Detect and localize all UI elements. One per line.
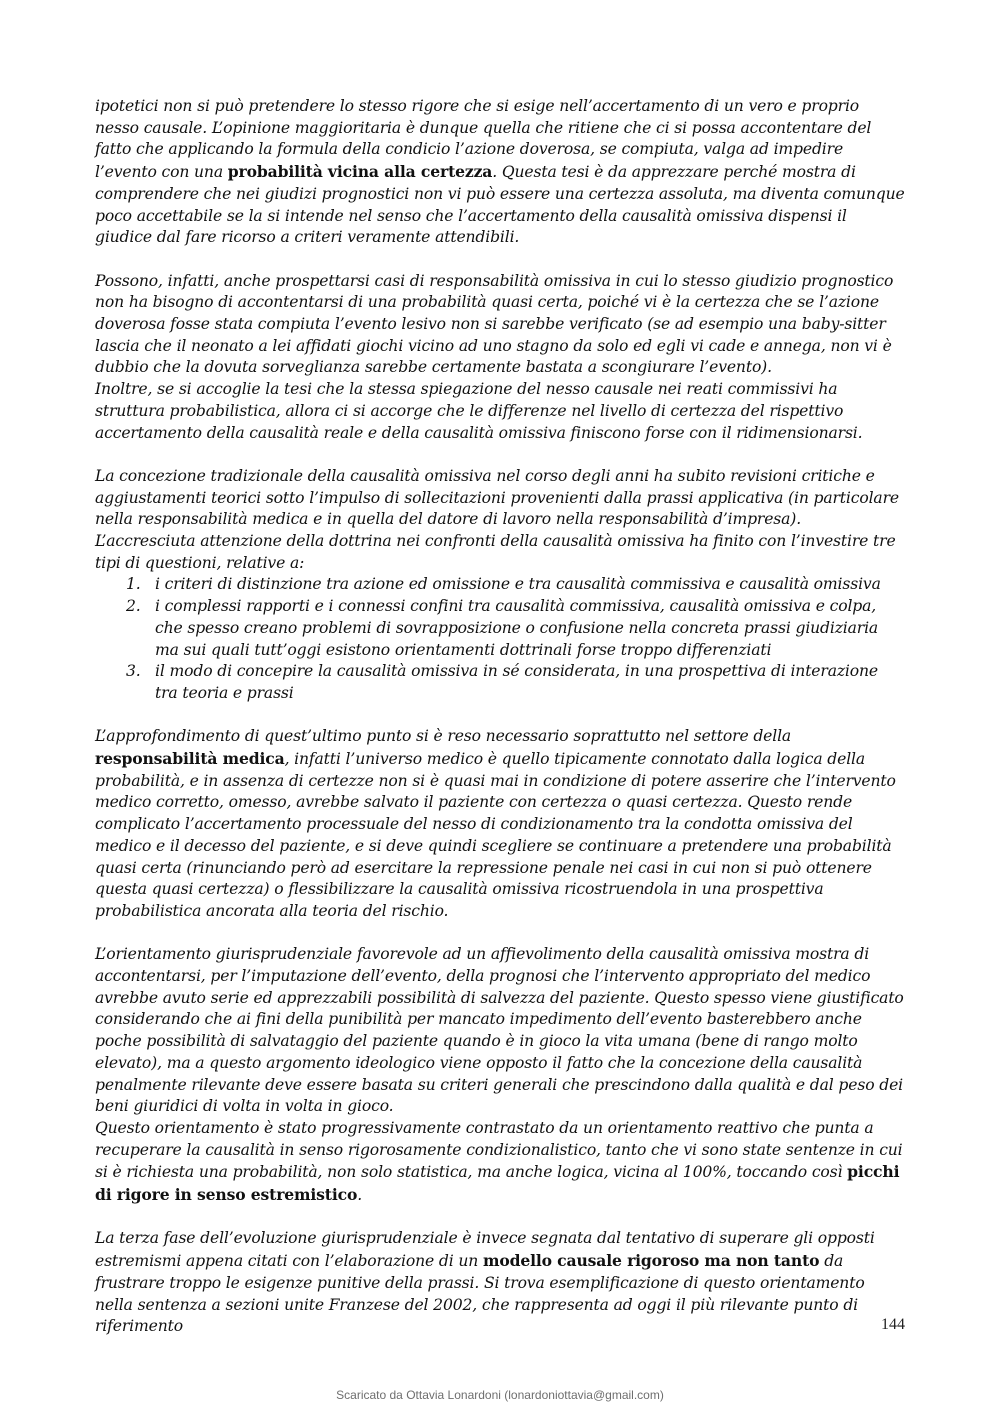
text-run: Questo orientamento è stato progressivamente contrastato da un orientamento reattivo che punta a recuperare la causalità in senso rigorosamente condizionalistico, tanto che vi sono state sentenze in cui si è richiesta una probabilità, non solo statistica, ma anche logica, vicina al 100%, toccando così (95, 1118, 903, 1182)
paragraph: L’orientamento giurisprudenziale favorevole ad un affievolimento della causalità omissiva mostra di accontentarsi, per l’imputazione dell’evento, della prognosi che l’intervento appropriato del medico avrebbe avuto serie ed apprezzabili possibilità di salvezza del paziente. Questo spesso viene giustificato considerando che ai fini della punibilità per mancato impedimento dell’evento basterebbero anche poche possibilità di salvataggio del paziente quando è in gioco la vita umana (bene di rango molto elevato), ma a questo argomento ideologico viene opposto il fatto che la concezione della causalità penalmente rilevante deve essere basata su criteri generali che prescindono dalla qualità e dal peso dei beni giuridici di volta in volta in gioco. (95, 945, 904, 1116)
text-run: L’approfondimento di quest’ultimo punto si è reso necessario soprattutto nel settore della (95, 727, 792, 746)
paragraph: La concezione tradizionale della causalità omissiva nel corso degli anni ha subito revisioni critiche e aggiustamenti teorici sotto l’impulso di sollecitazioni provenienti dalla prassi applicativa (in particolare nella responsabilità medica e in quella del datore di lavoro nella responsabilità d’impresa). L’accresciuta attenzione della dottrina nei confronti della causalità omissiva ha finito con l’investire tre tipi di questioni, relative a: (95, 466, 899, 572)
text-run: . Questa tesi è da apprezzare perché mostra di comprendere che nei giudizi prognostici non vi può essere una certezza assoluta, ma diventa comunque poco accettabile se la si intende nel senso che l’accertamento della causalità omissiva dispensi il giudice dal fare ricorso a criteri veramente attendibili. (95, 163, 905, 247)
text-run: ipotetici non si può pretendere lo stesso rigore che si esige nell’accertamento di un vero e proprio nesso causale. L’opinione maggioritaria è dunque quella che ritiene che ci si possa accontentare del fatto che applicando la formula della condicio l’azione doverosa, se compiuta, valga ad impedire l’evento con una (95, 97, 872, 182)
document-body (95, 96, 905, 1338)
text-run: da frustrare troppo le esigenze punitive della prassi. Si trova esemplificazione di questo orientamento nella sentenza a sezioni unite Franzese del 2002, che rappresenta ad oggi il più rilevante punto di riferimento (95, 1252, 865, 1336)
bold-text: modello causale rigoroso ma non tanto (482, 1251, 820, 1271)
list-item (95, 661, 905, 704)
list-number: 3. (126, 662, 141, 681)
text-run: . (357, 1186, 363, 1205)
list-item-text: il modo di concepire la causalità omissiva in sé considerata, in una prospettiva di interazione tra teoria e prassi (155, 662, 878, 702)
paragraph: Possono, infatti, anche prospettarsi casi di responsabilità omissiva in cui lo stesso giudizio prognostico non ha bisogno di accontentarsi di una probabilità quasi certa, poiché vi è la certezza che se l’azione doverosa fosse stata compiuta l’evento lesivo non si sarebbe verificato (se ad esempio una baby-sitter lascia che il neonato a lei affidati giochi vicino ad uno stagno da solo ed egli vi cade e annega, non vi è dubbio che la dovuta sorveglianza sarebbe certamente bastata a scongiurare l’evento). (95, 271, 894, 377)
list-item-text: i complessi rapporti e i connessi confini tra causalità commissiva, causalità omissiva e colpa, che spesso creano problemi di sovrapposizione o confusione nella concreta prassi giudiziaria ma sui quali tutt’oggi esistono orientamenti dottrinali forse troppo differenziati (155, 597, 879, 659)
bold-text: responsabilità medica (95, 749, 285, 769)
paragraph: Inoltre, se si accoglie la tesi che la stessa spiegazione del nesso causale nei reati commissivi ha struttura probabilistica, allora ci si accorge che le differenze nel livello di certezza del rispettivo accertamento della causalità reale e della causalità omissiva finiscono forse con il ridimensionarsi. (95, 380, 863, 442)
bold-text: probabilità vicina alla certezza (227, 162, 493, 182)
list-number: 2. (126, 597, 141, 616)
numbered-list (95, 574, 905, 704)
page-number: 144 (881, 1316, 905, 1333)
bold-text: picchi di rigore in senso estremistico (95, 1162, 900, 1205)
paragraph (95, 1118, 905, 1207)
paragraph (95, 726, 905, 922)
list-number: 1. (126, 575, 141, 594)
text-run: , infatti l’universo medico è quello tipicamente connotato dalla logica della probabilità, e in assenza di certezze non si è quasi mai in condizione di potere asserire che l’intervento medico corretto, omesso, avrebbe salvato il paziente con certezza o quasi certezza. Questo rende complicato l’accertamento processuale del nesso di condizionamento tra la condotta omissiva del medico e il decesso del paziente, e si deve quindi scegliere se continuare a pretendere una probabilità quasi certa (rinunciando però ad esercitare la repressione penale nei casi in cui non si può ottenere questa quasi certezza) o flessibilizzare la causalità omissiva ricostruendola in una prospettiva probabilistica ancorata alla teoria del rischio. (95, 750, 896, 920)
list-item (95, 596, 905, 661)
paragraph (95, 96, 905, 249)
paragraph (95, 1228, 905, 1338)
text-run: La terza fase dell’evoluzione giurisprudenziale è invece segnata dal tentativo di superare gli opposti estremismi appena citati con l’elaborazione di un (95, 1229, 875, 1271)
list-item-text: i criteri di distinzione tra azione ed omissione e tra causalità commissiva e causalità omissiva (155, 575, 881, 594)
download-footer: Scaricato da Ottavia Lonardoni (lonardoniottavia@gmail.com) (336, 1388, 664, 1402)
list-item (95, 574, 905, 596)
